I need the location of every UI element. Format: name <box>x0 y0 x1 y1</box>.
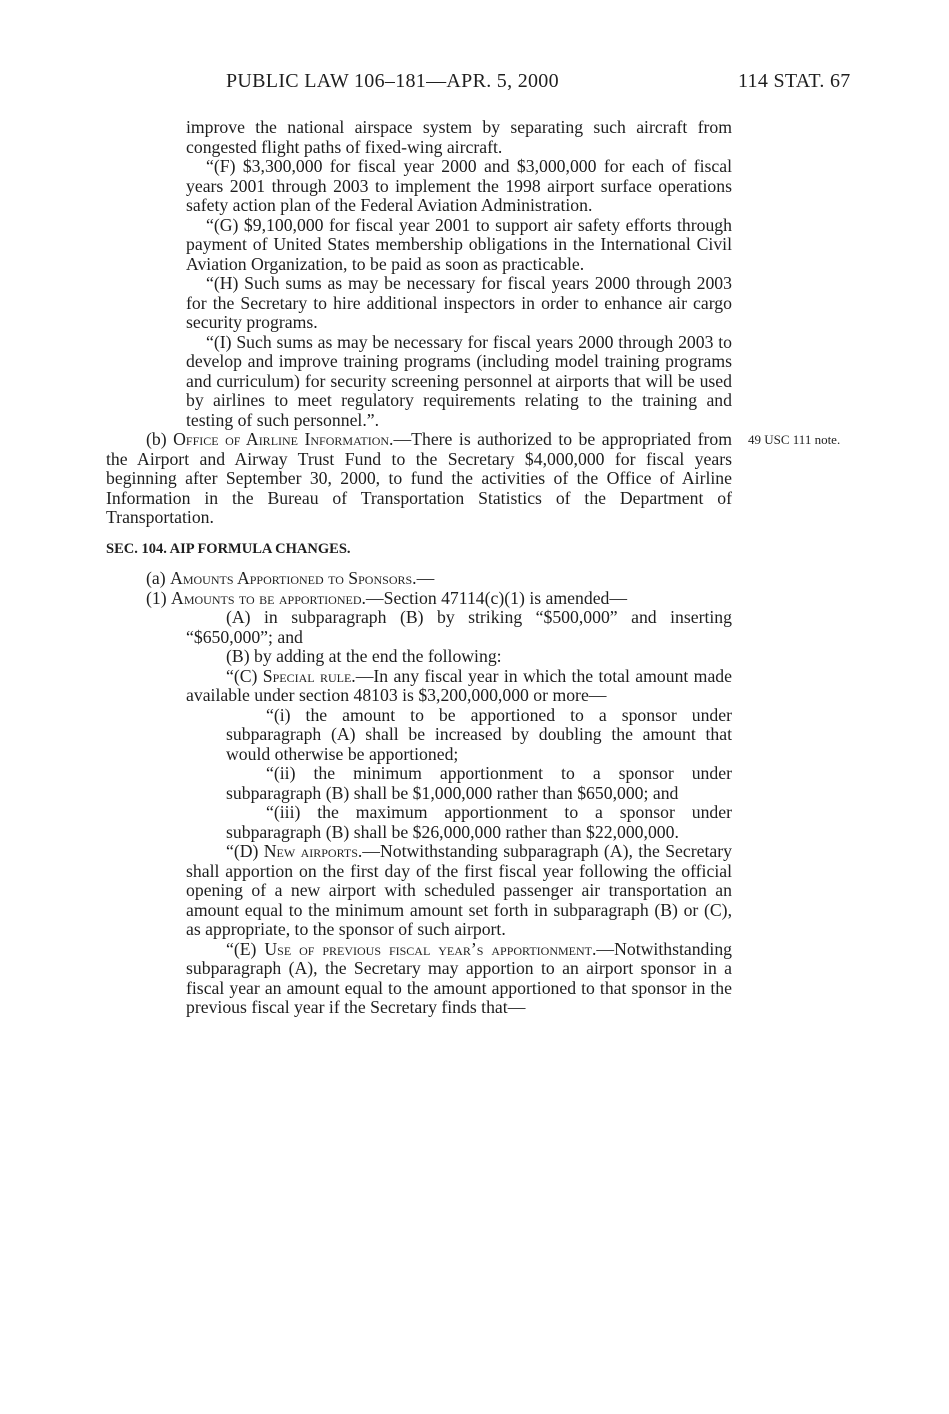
subsection-b <box>106 429 841 528</box>
subparagraph-e-label: “(E) <box>226 938 265 959</box>
subsection-a-dash: — <box>416 568 435 588</box>
paragraph-1-heading: Amounts to be apportioned. <box>171 587 366 608</box>
subparagraph-e-text: —Notwithstanding subparagraph (A), the Secretary may apportion to an airport sponsor in a fiscal year an amount equal to the amount apportioned to that sponsor in the previous fiscal year if the Secretary finds that— <box>186 938 733 1017</box>
document-body <box>106 117 841 1018</box>
clause-ii: “(ii) the minimum apportionment to a sponsor under subparagraph (B) shall be $1,000,000 rather than $650,000; and <box>226 763 732 803</box>
paragraph-h: “(H) Such sums as may be necessary for fiscal years 2000 through 2003 for the Secretary to hire additional inspectors in order to enhance air cargo security programs. <box>186 273 732 332</box>
subparagraph-c <box>186 667 732 706</box>
subsection-a <box>106 569 732 589</box>
page-header <box>0 70 949 100</box>
subsection-b-text: —There is authorized to be appropriated from the Airport and Airway Trust Fund to the Secretary $4,000,000 for fiscal years beginning after September 30, 2000, to fund the activities of the Office of Airline Information in the Bureau of Transportation Statistics of the Department of Transportation. <box>106 429 732 527</box>
paragraph-1 <box>106 589 732 609</box>
running-head-title: PUBLIC LAW 106–181—APR. 5, 2000 <box>226 70 559 92</box>
section-heading: SEC. 104. AIP FORMULA CHANGES. <box>106 540 351 557</box>
subsection-a-heading: Amounts Apportioned to Sponsors. <box>170 568 417 588</box>
subparagraph-d-label: “(D) <box>226 841 264 861</box>
paragraph-i: “(I) Such sums as may be necessary for fiscal years 2000 through 2003 to develop and improve training programs (including model training programs and curriculum) for security screening personnel at airports that will be used by airlines to meet regulatory requirements relating to the training and testing of such personnel.”. <box>186 331 732 430</box>
paragraph-continuation: improve the national airspace system by separating such aircraft from congested flight paths of fixed-wing aircraft. <box>186 117 732 157</box>
subparagraph-b: (B) by adding at the end the following: <box>226 646 502 666</box>
subsection-b-heading: Office of Airline Information. <box>173 429 394 449</box>
subparagraph-e <box>186 940 732 1018</box>
subparagraph-c-text: —In any fiscal year in which the total amount made available under section 48103 is $3,200,000,000 or more— <box>186 665 732 705</box>
paragraph-1-label: (1) <box>146 587 172 608</box>
subparagraph-a: (A) in subparagraph (B) by striking “$500,000” and inserting “$650,000”; and <box>186 607 732 647</box>
paragraph-f: “(F) $3,300,000 for fiscal year 2000 and $3,000,000 for each of fiscal years 2001 through 2003 to implement the 1998 airport surface operations safety action plan of the Federal Aviation Administration. <box>186 156 732 215</box>
subparagraph-d <box>186 842 732 940</box>
subparagraph-d-text: —Notwithstanding subparagraph (A), the Secretary shall apportion on the first day of the first fiscal year following the official opening of a new airport with scheduled passenger air transportation an amount equal to the minimum amount set forth in subparagraph (B) or (C), as appropriate, to the sponsor of such airport. <box>186 841 732 939</box>
statute-page-number: 114 STAT. 67 <box>738 70 851 92</box>
margin-note-usc: 49 USC 111 note. <box>748 432 841 447</box>
subsection-a-label: (a) <box>146 568 171 588</box>
subparagraph-e-heading: Use of previous fiscal year’s apportionment. <box>264 938 597 959</box>
clause-i: “(i) the amount to be apportioned to a sponsor under subparagraph (A) shall be increased by doubling the amount that would otherwise be apportioned; <box>226 704 732 764</box>
subsection-b-label: (b) <box>146 429 174 449</box>
clause-iii: “(iii) the maximum apportionment to a sponsor under subparagraph (B) shall be $26,000,000 rather than $22,000,000. <box>226 802 732 842</box>
subparagraph-d-heading: New airports. <box>263 841 363 861</box>
subparagraph-c-heading: Special rule. <box>262 665 356 686</box>
paragraph-g: “(G) $9,100,000 for fiscal year 2001 to support air safety efforts through payment of United States membership obligations in the International Civil Aviation Organization, to be paid as soon as practicable. <box>186 214 732 274</box>
subparagraph-c-label: “(C) <box>226 665 263 686</box>
paragraph-1-text: —Section 47114(c)(1) is amended— <box>365 587 628 608</box>
